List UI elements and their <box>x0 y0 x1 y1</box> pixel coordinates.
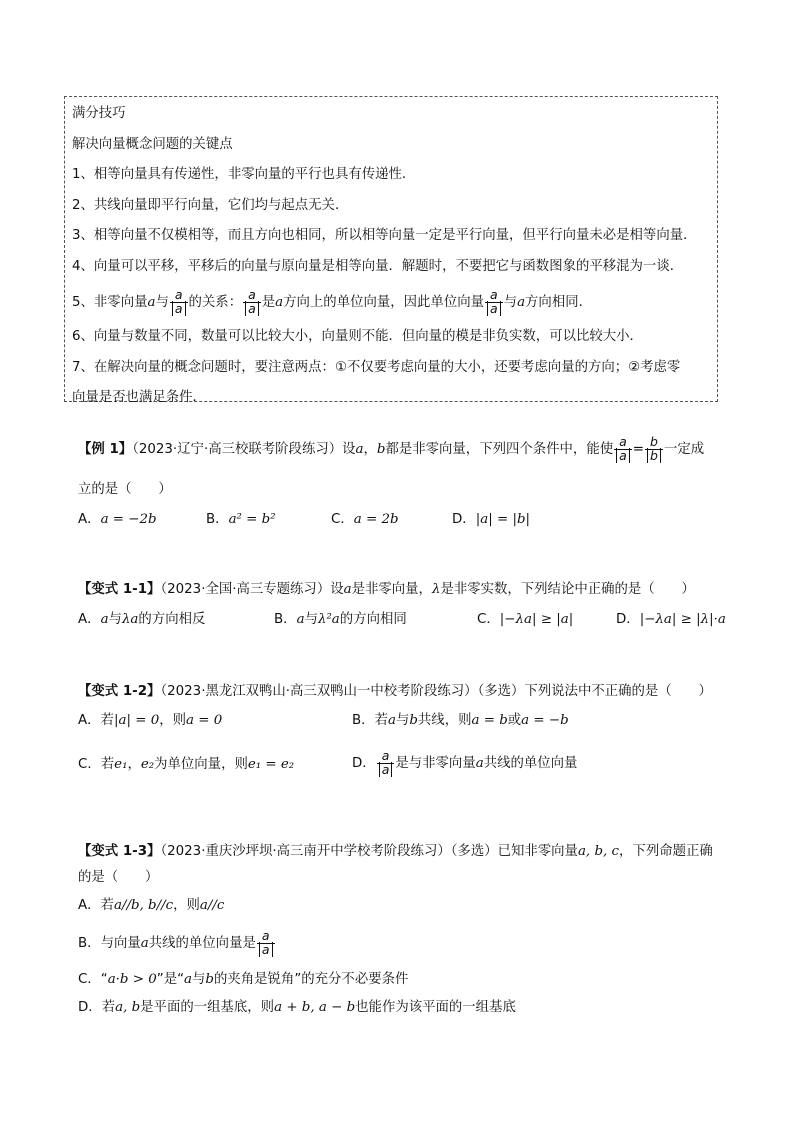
variant-1-3-option-b: B．与向量a共线的单位向量是 $\frac{a}{a}$ <box>78 930 276 956</box>
tips-subtitle: 解决向量概念问题的关键点 <box>72 136 233 152</box>
variant-1-1-option-d: D．|−λa| ≥ |λ|·a <box>616 612 726 627</box>
variant-1-2-option-d: D． $\frac{a}{a}$ 是与非零向量a共线的单位向量 <box>352 748 578 777</box>
example-1-option-c: C．a = 2b <box>331 512 399 527</box>
tip-7b: 向量是否也满足条件． <box>72 390 206 405</box>
example-1-stem: 【例 1】（2023·辽宁·高三校联考阶段练习）设a，b都是非零向量，下列四个条件中，能使 $\frac{a}{a}$ = $\frac{b}{b}$ 一定成 <box>78 434 705 463</box>
variant-1-2-stem: 【变式 1-2】（2023·黑龙江双鸭山·高三双鸭山一中校考阶段练习）（多选）下列说法中不正确的是（ ） <box>78 684 712 699</box>
example-1-option-b: B．a² = b² <box>206 512 276 527</box>
variant-1-2-option-c: C．若e₁，e₂为单位向量，则e₁ = e₂ <box>78 757 295 772</box>
variant-1-2-option-a: A．若|a| = 0，则a = 0 <box>78 713 223 728</box>
tip-4: 4、向量可以平移，平移后的向量与原向量是相等向量．解题时，不要把它与函数图象的平移混为一谈． <box>72 258 684 274</box>
example-1-option-a: A．a = −2b <box>78 512 157 527</box>
variant-1-3-option-c: C．“a·b > 0”是“a与b的夹角是锐角”的充分不必要条件 <box>78 972 409 987</box>
variant-1-1-option-b: B．a与λ²a的方向相同 <box>274 612 407 627</box>
variant-1-3-option-d: D．若a, b是平面的一组基底，则a + b, a − b也能作为该平面的一组基底 <box>78 1000 516 1015</box>
variant-1-3-stem: 【变式 1-3】（2023·重庆沙坪坝·高三南开中学校考阶段练习）（多选）已知非零向量a, b, c，下列命题正确 <box>78 844 713 859</box>
variant-1-3-option-a: A．若a//b, b//c，则a//c <box>78 898 225 913</box>
tip-6: 6、向量与数量不同，数量可以比较大小，向量则不能．但向量的模是非负实数，可以比较大小． <box>72 329 643 344</box>
variant-1-1-option-a: A．a与λa的方向相反 <box>78 612 206 627</box>
example-1-stem-2: 立的是（ ） <box>78 482 172 497</box>
tip-7a: 7、在解决向量的概念问题时，要注意两点：①不仅要考虑向量的大小，还要考虑向量的方向；②考虑零 <box>72 359 681 375</box>
variant-1-1-stem: 【变式 1-1】（2023·全国·高三专题练习）设a是非零向量，λ是非零实数，下列结论中正确的是（ ） <box>78 582 695 597</box>
tips-title: 满分技巧 <box>72 106 126 121</box>
example-1-option-d: D．|a| = |b| <box>452 512 531 527</box>
tip-2: 2、共线向量即平行向量，它们均与起点无关． <box>72 197 349 213</box>
variant-1-3-stem-2: 的是（ ） <box>78 870 159 885</box>
tip-1: 1、相等向量具有传递性，非零向量的平行也具有传递性． <box>72 167 416 182</box>
tip-3: 3、相等向量不仅模相等，而且方向也相同，所以相等向量一定是平行向量，但平行向量未必是相等向量． <box>72 228 697 243</box>
variant-1-1-option-c: C．|−λa| ≥ |a| <box>477 612 574 627</box>
tips-box <box>64 96 718 405</box>
tip-5: 5、非零向量a与 $\frac{a}{a}$ 的关系： $\frac{a}{a}$ 是a方向上的单位向量，因此单位向量 $\frac{a}{a}$ 与a方向相同． <box>72 287 592 316</box>
variant-1-2-option-b: B．若a与b共线，则a = b或a = −b <box>352 713 569 728</box>
